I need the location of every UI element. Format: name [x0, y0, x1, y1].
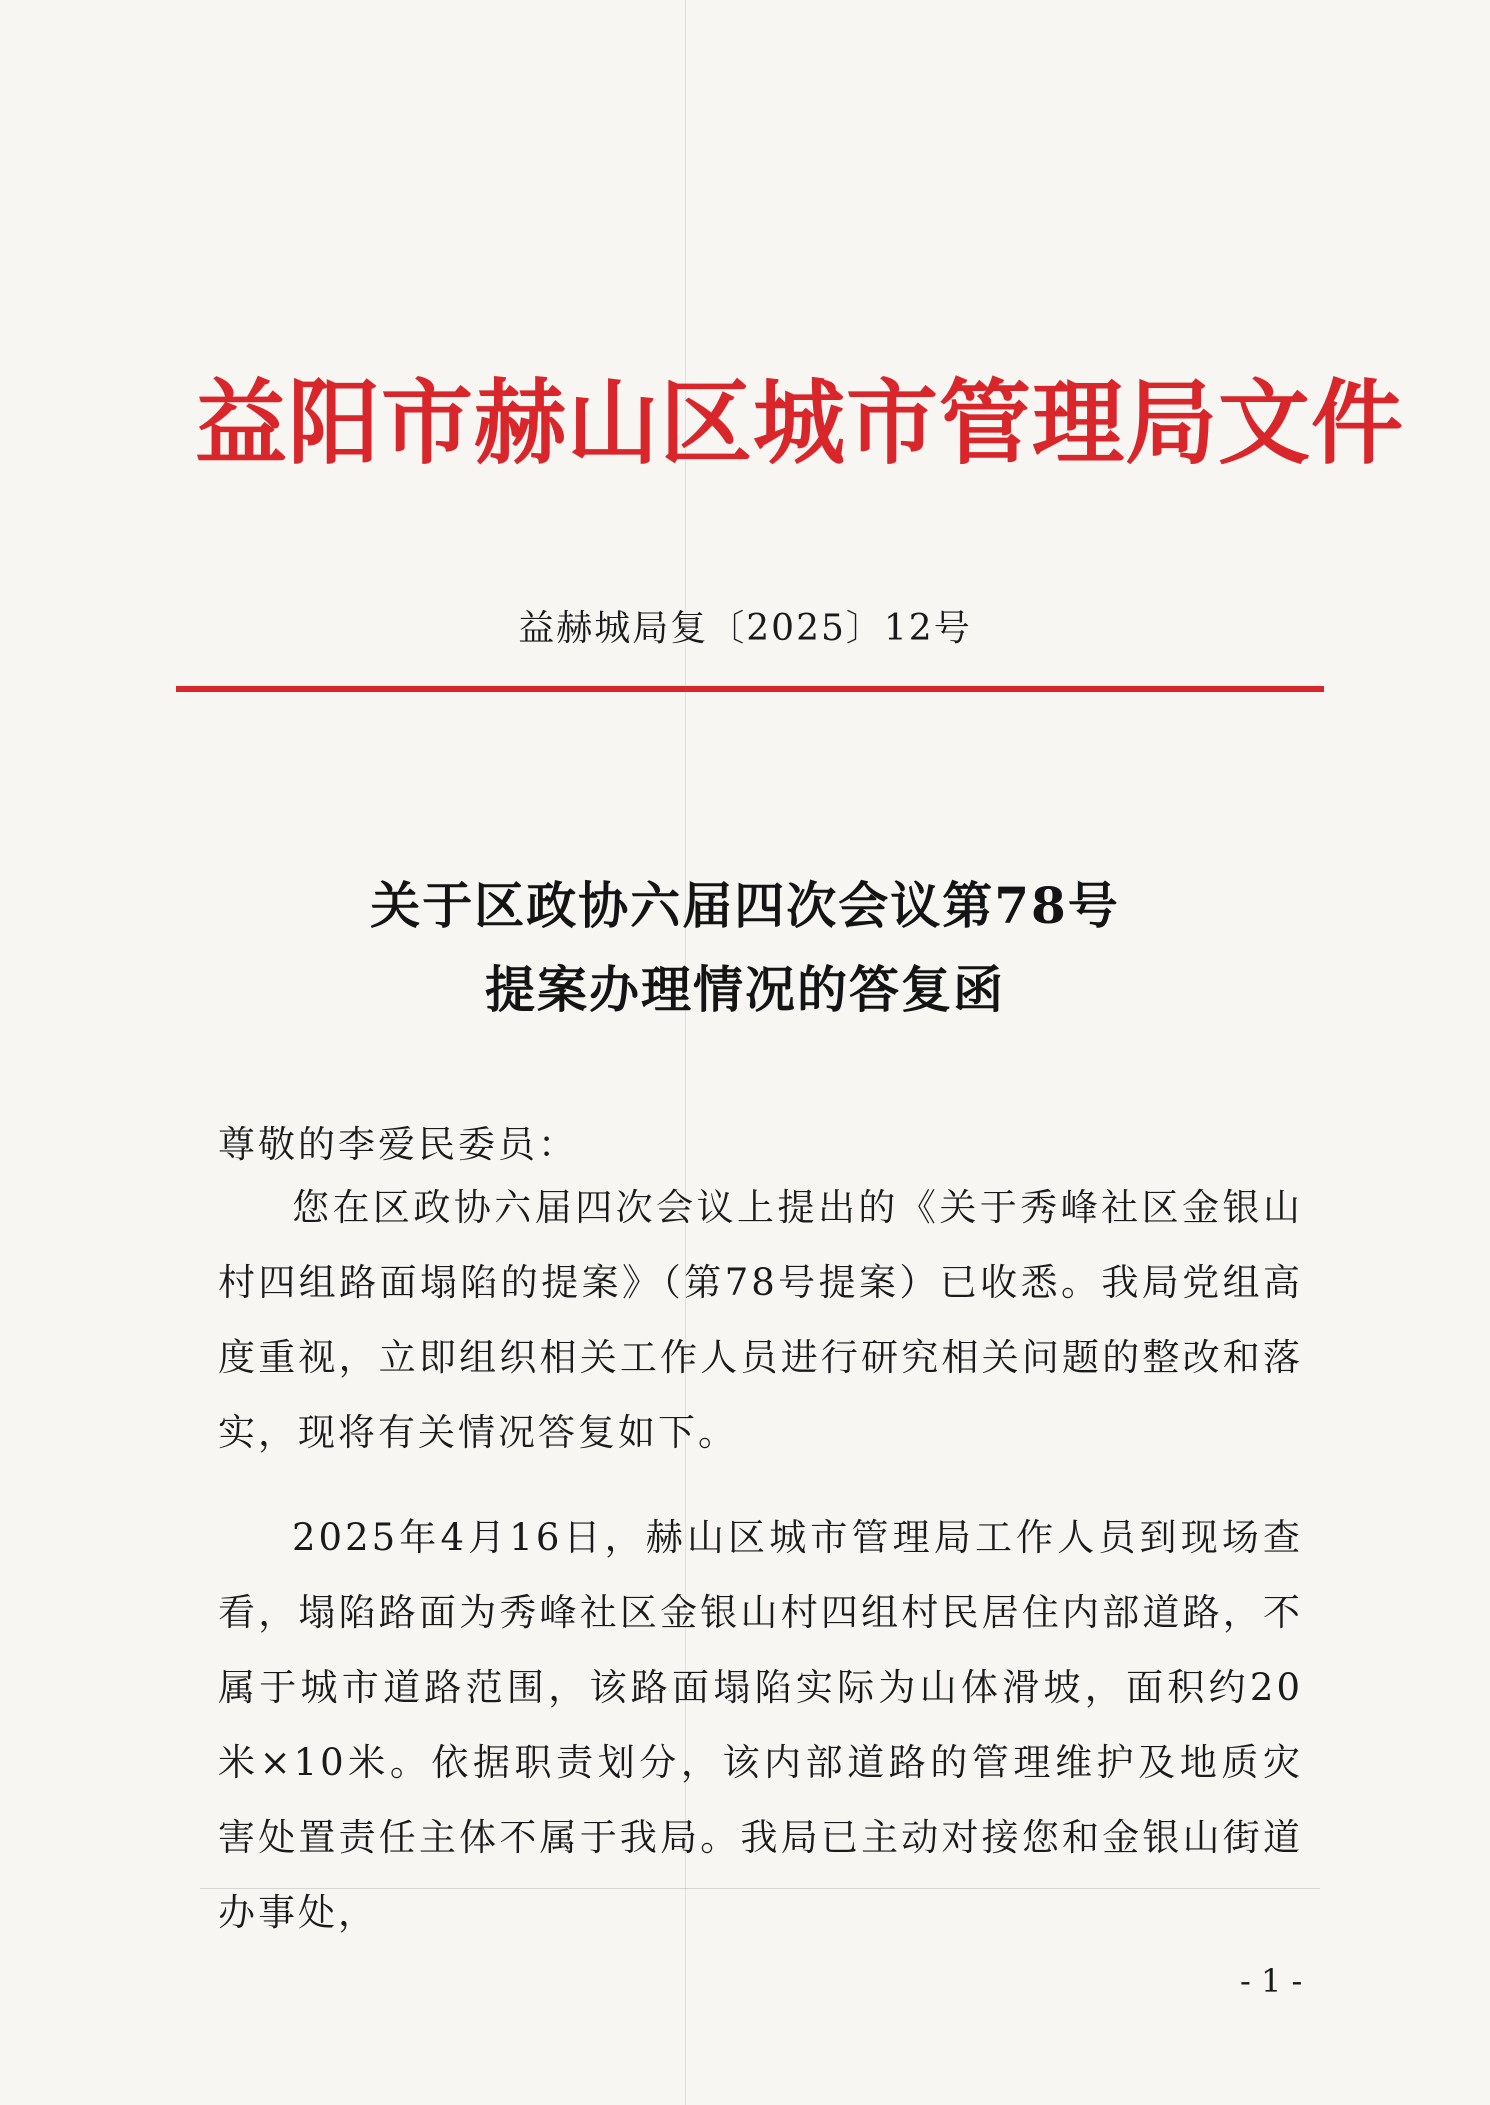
document-header-title: 益阳市赫山区城市管理局文件	[195, 370, 1405, 477]
subject-title-line-1: 关于区政协六届四次会议第78号	[370, 876, 1120, 935]
body-paragraph-1: 您在区政协六届四次会议上提出的《关于秀峰社区金银山村四组路面塌陷的提案》（第78号提案）已收悉。我局党组高度重视，立即组织相关工作人员进行研究相关问题的整改和落实，现将有关情况答复如下。	[218, 1186, 1303, 1454]
letter-salutation: 尊敬的李爱民委员：	[218, 1123, 578, 1166]
page-number: - 1 -	[1240, 1962, 1303, 2000]
red-divider-rule	[176, 686, 1324, 692]
footer-rule	[200, 1888, 1320, 1889]
subject-title-line-2: 提案办理情况的答复函	[485, 960, 1005, 1019]
body-paragraph-2: 2025年4月16日，赫山区城市管理局工作人员到现场查看，塌陷路面为秀峰社区金银山村四组村民居住内部道路，不属于城市道路范围，该路面塌陷实际为山体滑坡，面积约20米×10米。依据职责划分，该内部道路的管理维护及地质灾害处置责任主体不属于我局。我局已主动对接您和金银山街道办事处，	[218, 1516, 1303, 1934]
document-number: 益赫城局复〔2025〕12号	[518, 608, 972, 649]
